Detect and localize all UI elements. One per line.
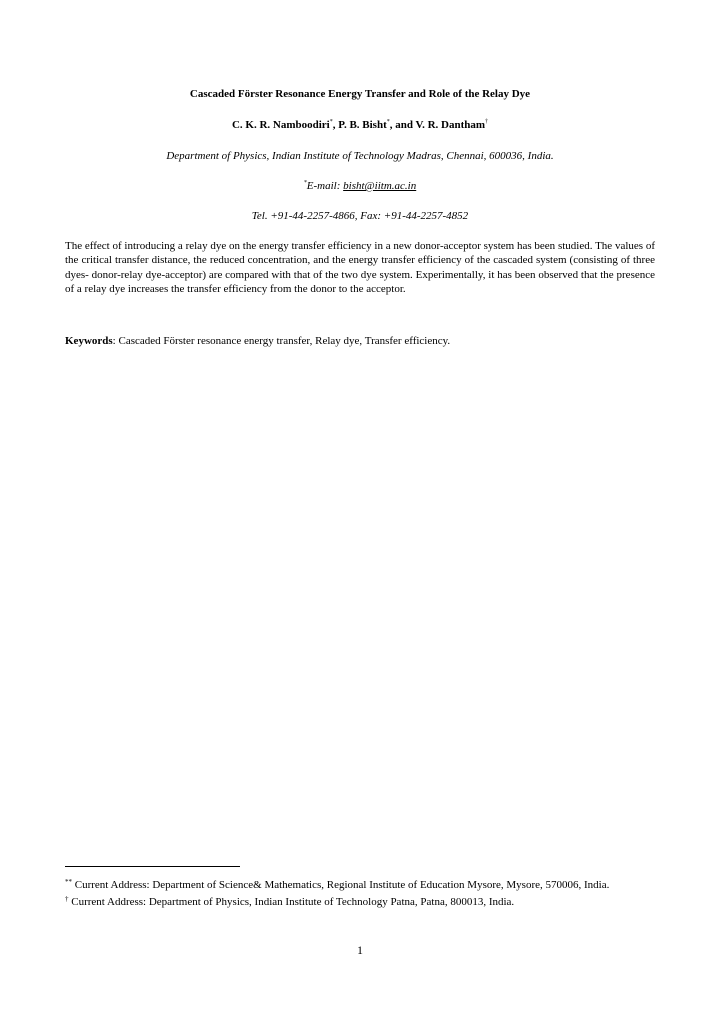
author-mark: *	[386, 119, 390, 125]
author-name: P. B. Bisht	[338, 119, 387, 131]
keywords-text: : Cascaded Förster resonance energy transfer, Relay dye, Transfer efficiency.	[112, 335, 451, 347]
email-label: E-mail:	[306, 180, 344, 192]
author-mark: *	[329, 119, 333, 125]
footnote-text: Current Address: Department of Science& Mathematics, Regional Institute of Education Mysore, Mysore, 570006, India.	[72, 879, 610, 891]
email-line	[0, 180, 720, 192]
author-separator: ,	[332, 119, 339, 131]
author-list	[0, 119, 720, 131]
author-name: C. K. R. Namboodiri	[231, 119, 330, 131]
footnote-text: Current Address: Department of Physics, Indian Institute of Technology Patna, Patna, 800013, India.	[68, 896, 515, 909]
email-mark: *	[303, 180, 307, 186]
author-separator: , and	[389, 119, 416, 131]
footnote	[65, 875, 655, 892]
abstract-paragraph: The effect of introducing a relay dye on the energy transfer efficiency in a new donor-acceptor system has been studied. The values of the critical transfer distance, the reduced concentration, and the energy transfer efficiency of the cascaded system (consisting of three dyes- donor-relay dye-acceptor) are compared with that of the two dye system. Experimentally, it has been observed that the presence of a relay dye increases the transfer efficiency from the donor to the acceptor.	[65, 240, 655, 295]
footnote-divider	[65, 866, 240, 867]
footnote-mark: **	[65, 878, 72, 886]
footnote	[65, 892, 655, 909]
paper-title: Cascaded Förster Resonance Energy Transfer and Role of the Relay Dye	[189, 88, 531, 100]
footnotes	[65, 875, 655, 910]
email-link[interactable]: bisht@iitm.ac.in	[343, 180, 417, 192]
keywords-label: Keywords	[65, 335, 113, 347]
contact-line: Tel. +91-44-2257-4866, Fax: +91-44-2257-4852	[251, 210, 469, 222]
page-number: 1	[357, 943, 363, 957]
author-mark: †	[485, 119, 489, 125]
author-name: V. R. Dantham	[415, 119, 486, 131]
affiliation: Department of Physics, Indian Institute of Technology Madras, Chennai, 600036, India.	[166, 150, 554, 162]
footnote-mark: †	[65, 895, 69, 904]
keywords-line	[65, 335, 655, 347]
